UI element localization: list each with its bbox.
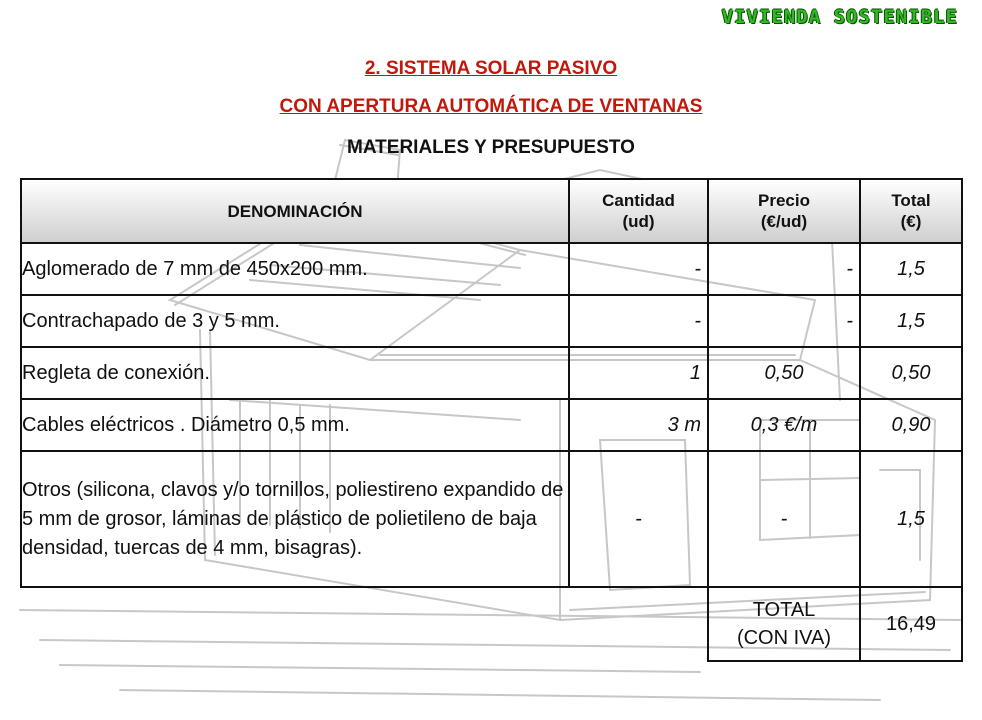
column-header-quantity-line1: Cantidad bbox=[602, 191, 675, 210]
column-header-price-line1: Precio bbox=[758, 191, 810, 210]
item-name: Aglomerado de 7 mm de 450x200 mm. bbox=[21, 243, 569, 295]
item-name: Regleta de conexión. bbox=[21, 347, 569, 399]
item-quantity: - bbox=[569, 451, 708, 587]
total-value: 16,49 bbox=[860, 587, 962, 661]
item-price: 0,3 €/m bbox=[708, 399, 860, 451]
summary-spacer bbox=[569, 587, 708, 661]
item-quantity: - bbox=[569, 295, 708, 347]
table-heading: MATERIALES Y PRESUPUESTO bbox=[347, 137, 635, 158]
table-row bbox=[21, 243, 962, 295]
item-price: - bbox=[708, 295, 860, 347]
item-total: 1,5 bbox=[860, 451, 962, 587]
total-label-line1: TOTAL bbox=[752, 599, 816, 621]
table-summary-row bbox=[21, 587, 962, 661]
section-subtitle: CON APERTURA AUTOMÁTICA DE VENTANAS bbox=[279, 96, 703, 117]
item-price: 0,50 bbox=[708, 347, 860, 399]
item-name: Otros (silicona, clavos y/o tornillos, poliestireno expandido de 5 mm de grosor, láminas de plástico de polietileno de baja densidad, tuercas de 4 mm, bisagras). bbox=[21, 451, 569, 587]
table-row bbox=[21, 295, 962, 347]
column-header-quantity-line2: (ud) bbox=[622, 212, 655, 231]
materials-budget-table bbox=[20, 178, 963, 662]
total-label bbox=[708, 587, 860, 661]
column-header-quantity bbox=[569, 179, 708, 243]
item-total: 0,90 bbox=[860, 399, 962, 451]
item-total: 0,50 bbox=[860, 347, 962, 399]
summary-spacer bbox=[21, 587, 569, 661]
table-row bbox=[21, 399, 962, 451]
table-row bbox=[21, 347, 962, 399]
column-header-price-line2: (€/ud) bbox=[760, 212, 808, 231]
column-header-total bbox=[860, 179, 962, 243]
item-price: - bbox=[708, 451, 860, 587]
table-header-row bbox=[21, 179, 962, 243]
item-name: Cables eléctricos . Diámetro 0,5 mm. bbox=[21, 399, 569, 451]
item-price: - bbox=[708, 243, 860, 295]
item-quantity: 3 m bbox=[569, 399, 708, 451]
item-quantity: 1 bbox=[569, 347, 708, 399]
item-name: Contrachapado de 3 y 5 mm. bbox=[21, 295, 569, 347]
brand-logo-text: VIVIENDA SOSTENIBLE bbox=[721, 6, 958, 28]
column-header-price bbox=[708, 179, 860, 243]
item-total: 1,5 bbox=[860, 243, 962, 295]
item-total: 1,5 bbox=[860, 295, 962, 347]
section-title: 2. SISTEMA SOLAR PASIVO bbox=[364, 58, 618, 79]
column-header-total-line2: (€) bbox=[900, 212, 922, 231]
table-row bbox=[21, 451, 962, 587]
column-header-total-line1: Total bbox=[891, 191, 931, 210]
column-header-name: DENOMINACIÓN bbox=[21, 179, 569, 243]
item-quantity: - bbox=[569, 243, 708, 295]
total-label-line2: (CON IVA) bbox=[736, 627, 832, 649]
